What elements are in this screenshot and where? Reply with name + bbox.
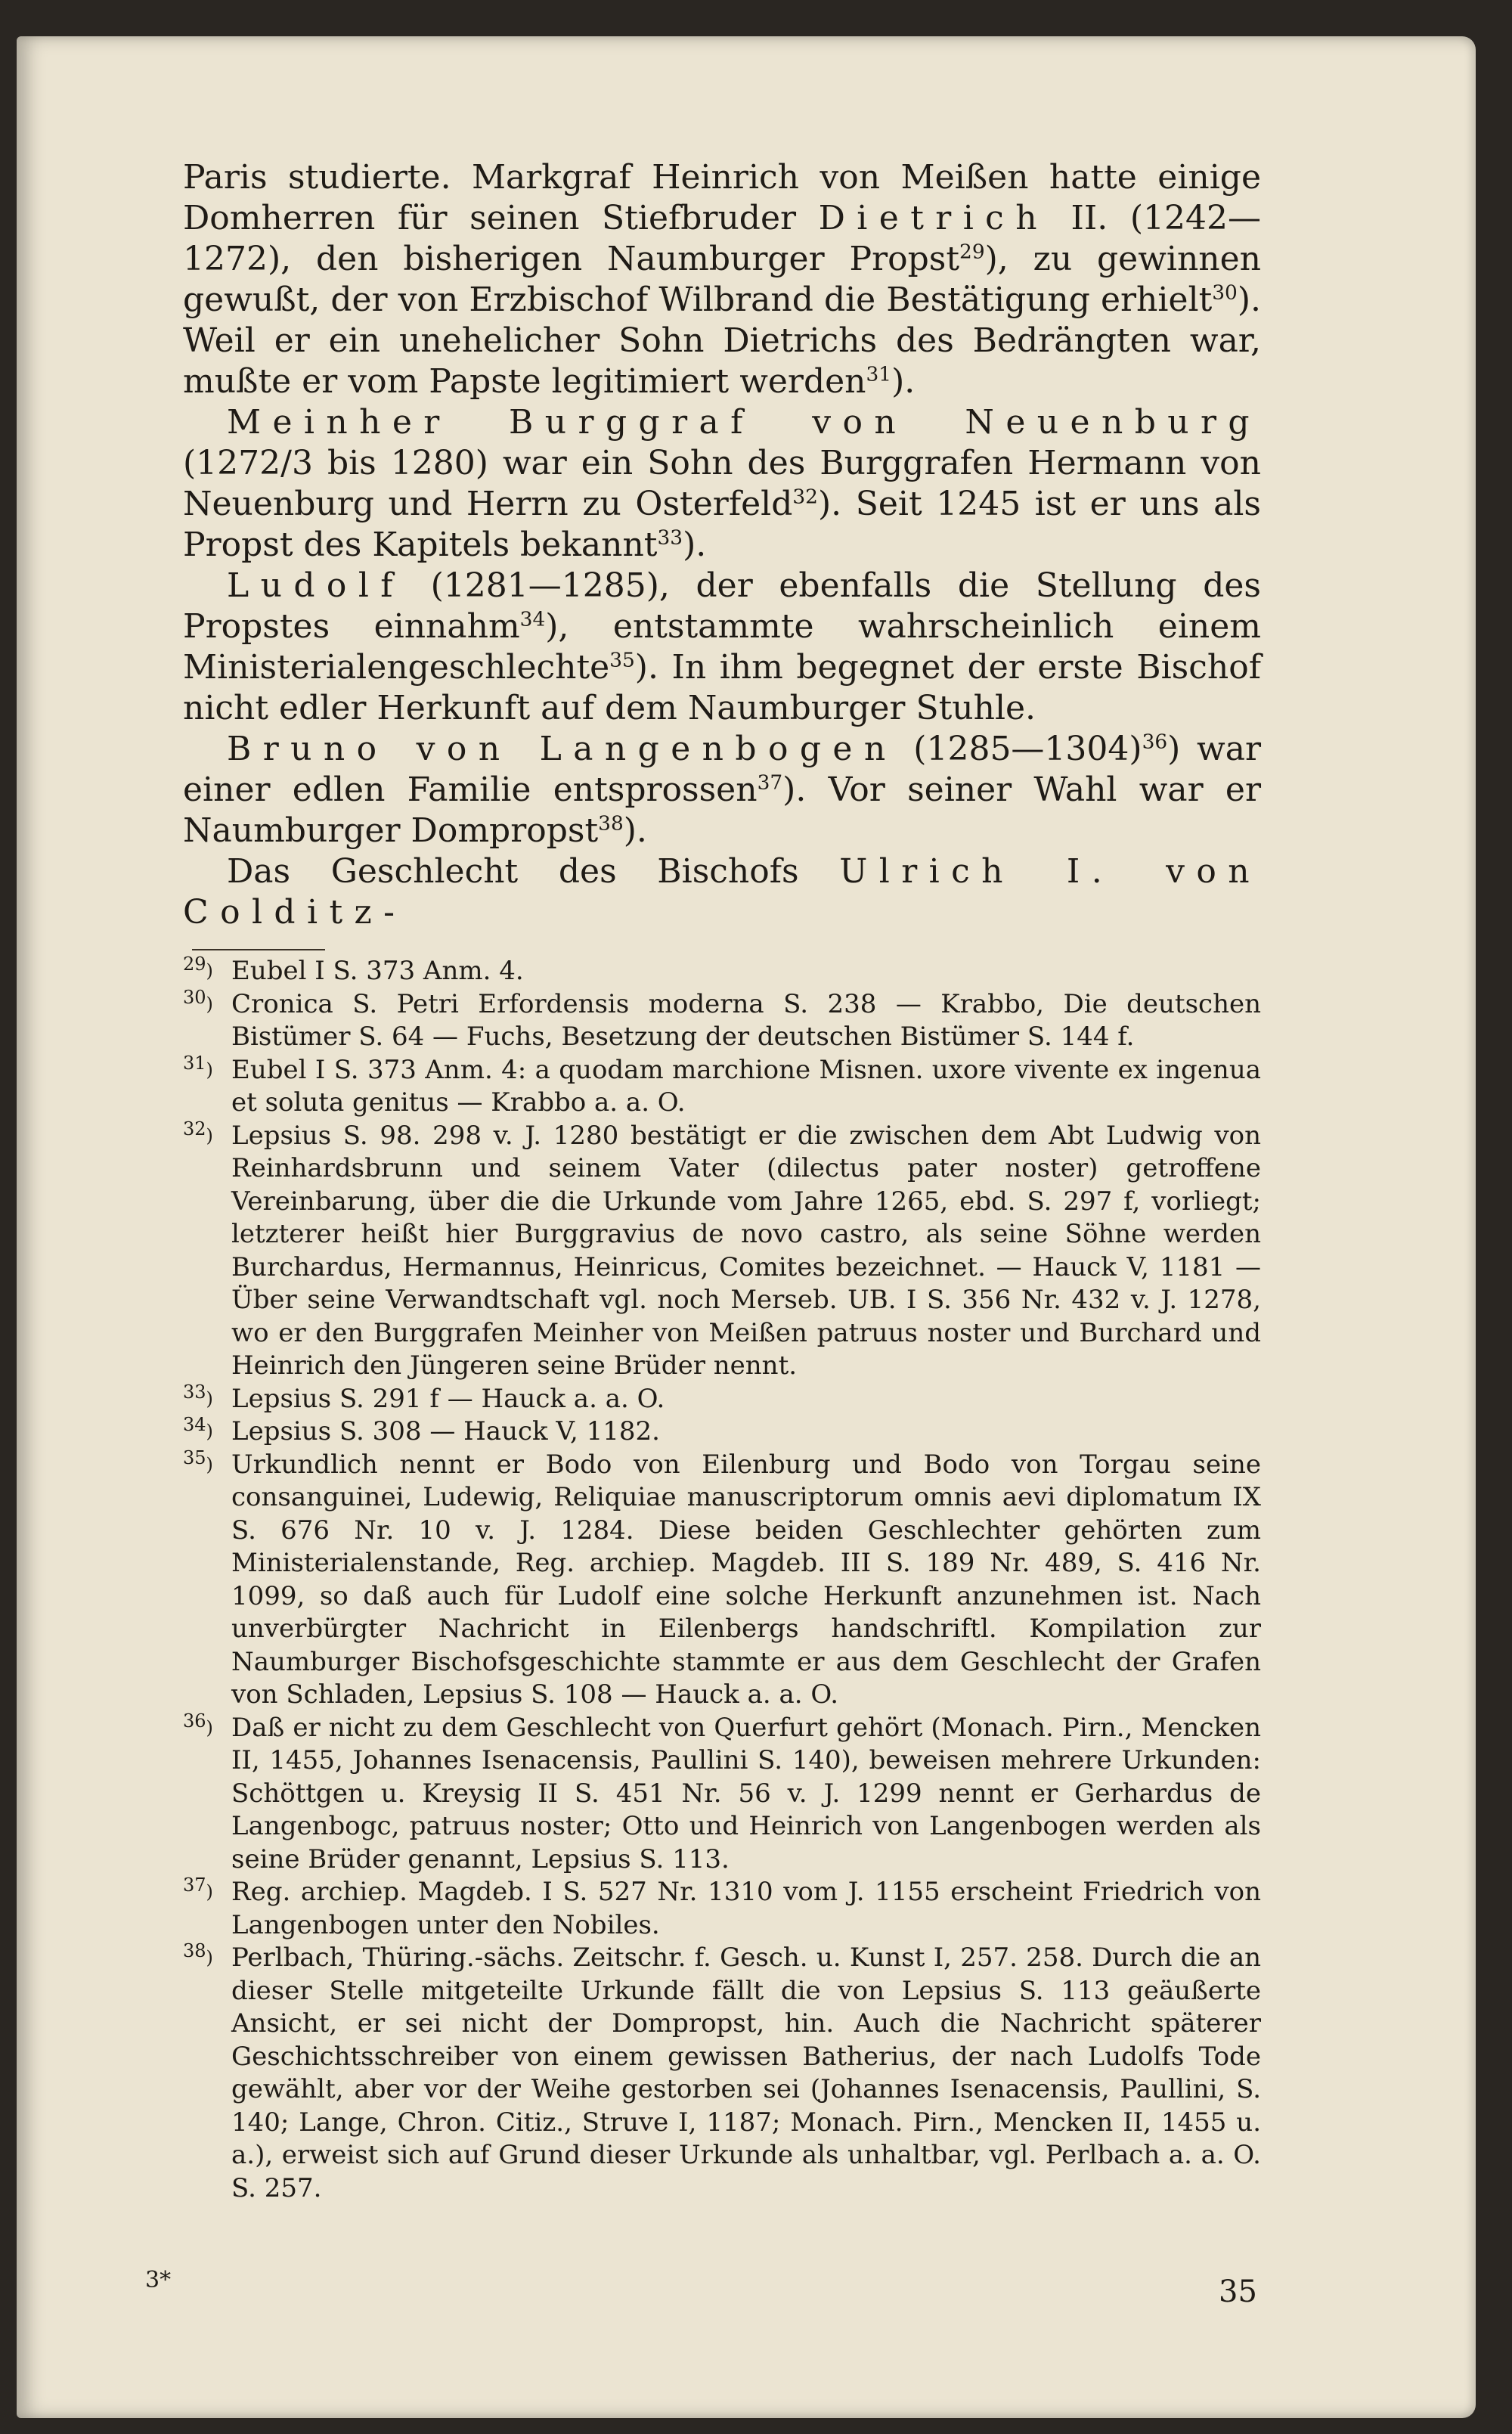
footnote-number-value: 38 (183, 1940, 206, 1961)
footnote-text: Eubel I S. 373 Anm. 4. (231, 956, 524, 986)
spaced-name: Meinher Burggraf von Neuenburg (227, 403, 1261, 442)
paragraph (183, 566, 1261, 729)
footnote-reference: 38 (598, 811, 624, 836)
footnote (183, 988, 1261, 1054)
footnote-text: Cronica S. Petri Erfordensis moderna S. 238 — Krabbo, Die deutschen Bistümer S. 64 — Fuchs, Besetzung der deutschen Bistümer S. 144 f. (231, 988, 1261, 1052)
text-run: ). (683, 526, 707, 564)
footnote-number-value: 30 (183, 986, 206, 1008)
footnote (183, 1383, 1261, 1416)
text-run: Das Geschlecht des Bischofs (227, 852, 840, 891)
footnote-number-value: 35 (183, 1446, 206, 1468)
main-text (183, 157, 1261, 933)
footnote-number: $^{38}$) (183, 1940, 213, 1968)
footnote (183, 1446, 1261, 1712)
footnote-reference: 29 (959, 240, 985, 264)
signature-mark: 3* (145, 2267, 172, 2293)
paragraph (183, 157, 1261, 402)
footnotes (183, 955, 1261, 2205)
footnote-text: Reg. archiep. Magdeb. I S. 527 Nr. 1310 vom J. 1155 erscheint Friedrich von Langenbogen unter den Nobiles. (231, 1877, 1261, 1940)
spaced-name: Bruno von Langenbogen (227, 730, 897, 768)
footnote (183, 1942, 1261, 2205)
footnote-number-value: 34 (183, 1414, 206, 1435)
text-run: (1272/3 bis 1280) war ein Sohn des Burggrafen Hermann von Neuenburg und Herrn zu Osterfeld (183, 444, 1261, 523)
footnote (183, 1120, 1261, 1383)
footnote-text: Perlbach, Thüring.-sächs. Zeitschr. f. Gesch. u. Kunst I, 257. 258. Durch die an dieser Stelle mitgeteilte Urkunde fällt die von Lepsius S. 113 geäußerte Ansicht, er sei nicht der Dompropst, hin. Auch die Nachricht späterer Geschichtsschreiber von einem gewissen Batherius, der nach Ludolfs Tode gewählt, aber vor der Weihe gestorben sei (Johannes Isenacensis, Paullini, S. 140; Lange, Chron. Citiz., Struve I, 1187; Monach. Pirn., Mencken II, 1455 u. a.), erweist sich auf Grund dieser Urkunde als unhaltbar, vgl. Perlbach a. a. O. S. 257. (231, 1943, 1261, 2203)
text-run: Paris studierte. Markgraf Heinrich von Meißen hatte einige Domherren für seinen Stiefbruder (183, 158, 1261, 237)
footnote-number-value: 33 (183, 1381, 206, 1403)
footnote-number: $^{35}$) (183, 1446, 213, 1475)
book-page (17, 36, 1476, 2418)
footnote-reference: 30 (1212, 281, 1238, 305)
spaced-name: Dietrich (818, 199, 1049, 237)
text-run: II. (1242—1272), den bisherigen Naumburger Propst (183, 199, 1261, 278)
spaced-name: Ulrich I. von Colditz- (183, 852, 1262, 932)
paragraph (183, 729, 1261, 851)
text-run: ), zu gewinnen gewußt, der von Erzbischof Wilbrand die Bestätigung erhielt (183, 240, 1262, 319)
footnote-text: Urkundlich nennt er Bodo von Eilenburg und Bodo von Torgau seine consanguinei, Ludewig, Reliquiae manuscriptorum omnis aevi diplomatum IX S. 676 Nr. 10 v. J. 1284. Diese beiden Geschlechter gehörten zum Ministerialenstande, Reg. archiep. Magdeb. III S. 189 Nr. 489, S. 416 Nr. 1099, so daß auch für Ludolf eine solche Herkunft anzunehmen ist. Nach unverbürgter Nachricht in Eilenbergs handschriftl. Kompilation zur Naumburger Bischofsgeschichte stammte er aus dem Geschlecht der Grafen von Schladen, Lepsius S. 108 — Hauck a. a. O. (231, 1449, 1261, 1710)
footnote-text: Daß er nicht zu dem Geschlecht von Querfurt gehört (Monach. Pirn., Mencken II, 1455, Johannes Isenacensis, Paullini S. 140), beweisen mehrere Urkunden: Schöttgen u. Kreysig II S. 451 Nr. 56 v. J. 1299 nennt er Gerhardus de Langenbogc, patruus noster; Otto und Heinrich von Langenbogen werden als seine Brüder genannt, Lepsius S. 113. (231, 1712, 1261, 1874)
footnote-number: $^{30}$) (183, 986, 213, 1015)
text-run: ) war einer edlen Familie entsprossen (183, 730, 1261, 809)
footnote-reference: 32 (792, 485, 818, 509)
text-run: ). (891, 362, 916, 401)
footnote-number-value: 32 (183, 1118, 206, 1139)
footnote-reference: 37 (757, 771, 783, 795)
footnote-number: $^{34}$) (183, 1414, 213, 1442)
text-run: ). Weil er ein unehelicher Sohn Dietrichs des Bedrängten war, mußte er vom Papste legitimiert werden (183, 281, 1261, 401)
footnote-reference: 36 (1142, 730, 1168, 754)
text-run: (1285—1304) (897, 730, 1142, 768)
text-run: ), entstammte wahrscheinlich einem Ministerialengeschlechte (183, 607, 1261, 687)
footnote (183, 1876, 1261, 1942)
footnote-text: Eubel I S. 373 Anm. 4: a quodam marchione Misnen. uxore vivente ex ingenua et soluta genitus — Krabbo a. a. O. (231, 1054, 1261, 1118)
footnote-number: $^{36}$) (183, 1710, 213, 1738)
text-run: ). Vor seiner Wahl war er Naumburger Dompropst (183, 771, 1261, 850)
footnote-number-value: 31 (183, 1052, 206, 1074)
text-run: ). (623, 811, 647, 850)
footnote-text: Lepsius S. 291 f — Hauck a. a. O. (231, 1383, 665, 1414)
text-run: ). Seit 1245 ist er uns als Propst des Kapitels bekannt (183, 485, 1262, 564)
footnote-reference: 33 (657, 526, 683, 550)
spaced-name: Ludolf (227, 566, 404, 605)
footnote-number: $^{31}$) (183, 1052, 213, 1081)
footnote (183, 1054, 1261, 1120)
footnote (183, 1415, 1261, 1449)
text-run: (1281—1285), der ebenfalls die Stellung des Propstes einnahm (183, 566, 1261, 646)
footnote-number-value: 36 (183, 1710, 206, 1732)
page-number: 35 (1219, 2274, 1257, 2309)
footnote (183, 955, 1261, 988)
paragraph (183, 851, 1261, 933)
footnote-number: $^{37}$) (183, 1874, 213, 1902)
footnote-reference: 34 (519, 607, 546, 631)
paragraph (183, 402, 1261, 566)
footnote-reference: 35 (609, 648, 635, 672)
footnote-number: $^{32}$) (183, 1118, 213, 1146)
footnote-number-value: 29 (183, 953, 206, 975)
footnote-number: $^{33}$) (183, 1381, 213, 1409)
footnote-text: Lepsius S. 308 — Hauck V, 1182. (231, 1416, 660, 1446)
footnote-number: $^{29}$) (183, 953, 213, 981)
footnote-text: Lepsius S. 98. 298 v. J. 1280 bestätigt er die zwischen dem Abt Ludwig von Reinhardsbrunn und seinem Vater (dilectus pater noster) getroffene Vereinbarung, über die die Urkunde vom Jahre 1265, ebd. S. 297 f, vorliegt; letzterer heißt hier Burggravius de novo castro, als seine Söhne werden Burchardus, Hermannus, Heinricus, Comites bezeichnet. — Hauck V, 1181 — Über seine Verwandtschaft vgl. noch Merseb. UB. I S. 356 Nr. 432 v. J. 1278, wo er den Burggrafen Meinher von Meißen patruus noster und Burchard und Heinrich den Jüngeren seine Brüder nennt. (231, 1120, 1261, 1381)
footnote-reference: 31 (866, 362, 892, 386)
footnote-separator (192, 949, 325, 950)
text-run: ). In ihm begegnet der erste Bischof nicht edler Herkunft auf dem Naumburger Stuhle. (183, 648, 1261, 727)
footnote-number-value: 37 (183, 1874, 206, 1896)
footnote (183, 1712, 1261, 1877)
